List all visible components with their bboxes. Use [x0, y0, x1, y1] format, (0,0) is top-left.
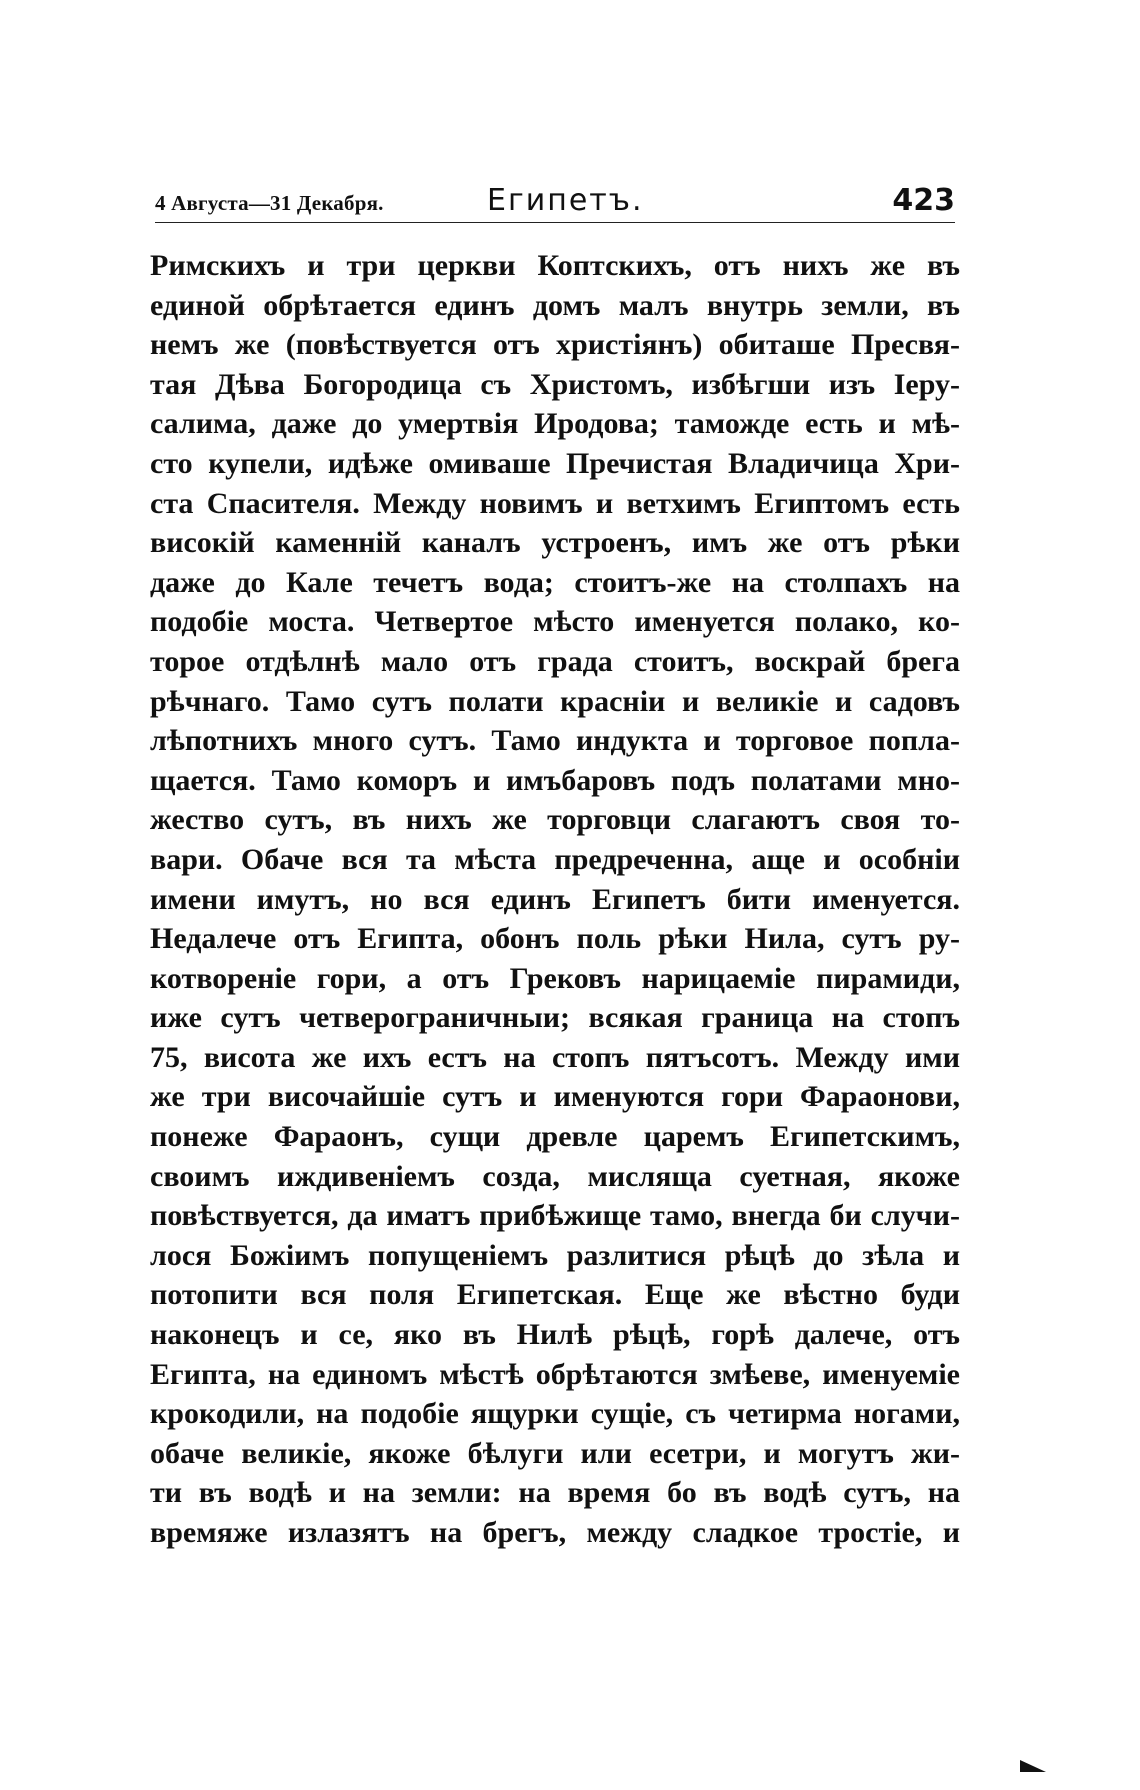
text-line: подобіе моста. Четвертое мѣсто именуется полако, ко-: [150, 605, 960, 639]
text-line: тая Дѣва Богородица съ Христомъ, избѣгши изъ Іеру-: [150, 367, 960, 401]
page-turn-arrow-icon: [1020, 1760, 1046, 1772]
text-line: Римскихъ и три церкви Коптскихъ, отъ нихъ же въ: [150, 249, 960, 282]
text-line: обаче великіе, якоже бѣлуги или есетри, и могутъ жи-: [150, 1436, 960, 1470]
text-line: Недалече отъ Египта, обонъ поль рѣки Нила, сутъ ру-: [150, 922, 960, 956]
running-head: [155, 178, 955, 222]
text-line: своимъ иждивеніемъ созда, мисляща суетная, якоже: [150, 1159, 960, 1193]
body-text: [150, 246, 960, 1553]
page-number: 423: [892, 183, 955, 218]
text-line: котвореніе гори, а отъ Грековъ нарицаеміе пирамиди,: [150, 961, 960, 995]
text-line: салима, даже до умертвія Иродова; тамождe есть и мѣ-: [150, 407, 960, 441]
text-line: рѣчнаго. Тамо сутъ полати красніи и великіе и садовъ: [150, 684, 960, 718]
text-line: потопити вся поля Египетская. Еще же вѣстно буди: [150, 1278, 960, 1312]
text-line: високій каменній каналъ устроенъ, имъ же отъ рѣки: [150, 526, 960, 560]
header-rule: [155, 222, 955, 223]
text-line: жество сутъ, въ нихъ же торговци слагаютъ своя то-: [150, 803, 960, 837]
text-line: имени имутъ, но вся единъ Египетъ бити именуется.: [150, 882, 960, 916]
text-line: же три височайшіе сутъ и именуются гори Фараонови,: [150, 1080, 960, 1114]
text-line: времяже излазятъ на брегъ, между сладкое тростіе, и: [150, 1516, 960, 1549]
text-line: иже сутъ четверограничныи; всякая граница на стопъ: [150, 1001, 960, 1035]
text-line: наконецъ и се, яко въ Нилѣ рѣцѣ, горѣ далече, отъ: [150, 1318, 960, 1352]
text-line: лѣпотнихъ много сутъ. Тамо индукта и торговое попла-: [150, 724, 960, 758]
running-head-title: Египетъ.: [487, 183, 644, 218]
text-line: сто купели, идѣже омиваше Пречистая Владичица Хри-: [150, 446, 960, 480]
text-line: Египта, на единомъ мѣстѣ обрѣтаются змѣеве, именуеміе: [150, 1357, 960, 1391]
text-line: 75, висота же ихъ естъ на стопъ пятъсотъ. Между ими: [150, 1040, 960, 1074]
text-line: щается. Тамо коморъ и имъбаровъ подъ полатами мно-: [150, 763, 960, 797]
text-line: лося Божіимъ попущеніемъ разлитися рѣцѣ до зѣла и: [150, 1238, 960, 1272]
text-line: ста Спасителя. Между новимъ и ветхимъ Египтомъ есть: [150, 486, 960, 520]
text-line: крокодили, на подобіе ящурки сущіе, съ четирма ногами,: [150, 1397, 960, 1431]
text-line: вари. Обаче вся та мѣста предреченна, аще и особніи: [150, 842, 960, 876]
text-line: понеже Фараонъ, сущи древле царемъ Египетскимъ,: [150, 1120, 960, 1154]
running-head-dates: 4 Августа—31 Декабря.: [155, 191, 384, 215]
text-line: ти въ водѣ и на земли: на время бо въ водѣ сутъ, на: [150, 1476, 960, 1510]
text-line: торое отдѣлнѣ мало отъ града стоитъ, воскрай брега: [150, 644, 960, 678]
text-line: немъ же (повѣствуется отъ христіянъ) обиташе Пресвя-: [150, 328, 960, 362]
text-line: единой обрѣтается единъ домъ малъ внутрь земли, въ: [150, 288, 960, 322]
text-line: даже до Кале течетъ вода; стоитъ-же на столпахъ на: [150, 565, 960, 599]
text-line: повѣствуется, да иматъ прибѣжище тамо, внегда би случи-: [150, 1199, 960, 1233]
